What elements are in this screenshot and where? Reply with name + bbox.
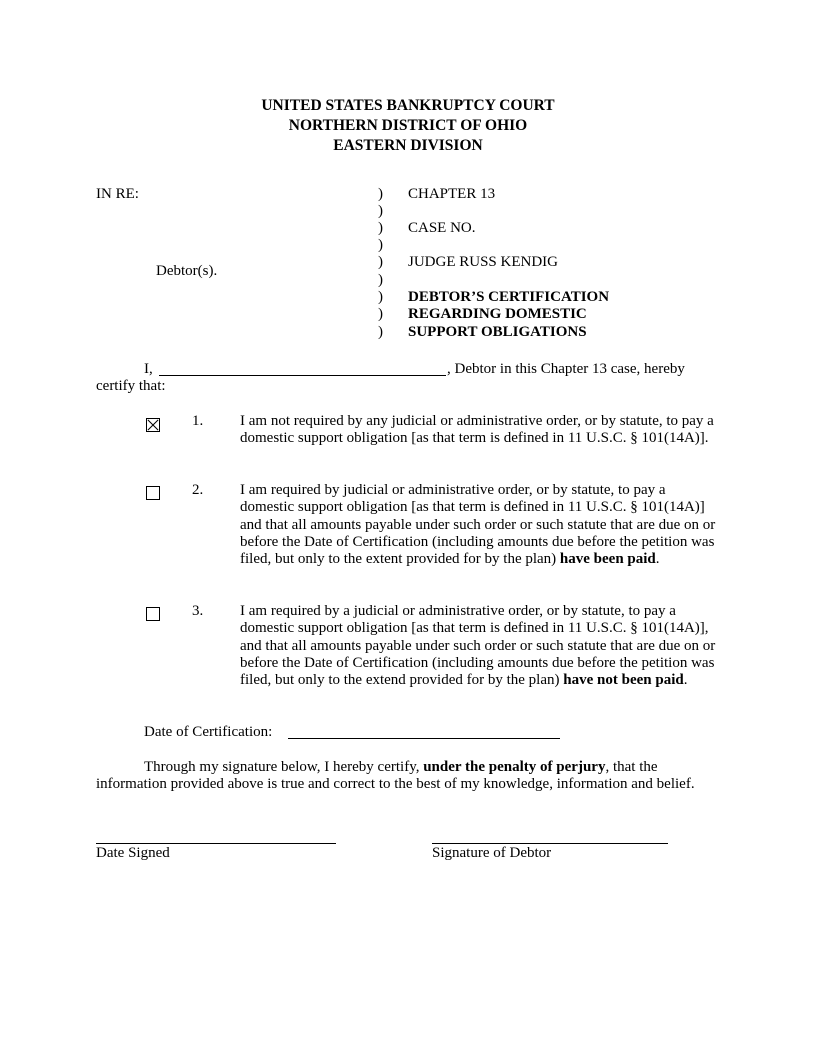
item-2-number: 2. (192, 482, 204, 498)
intro-line2: certify that: (96, 378, 166, 394)
debtor-label: Debtor(s). (156, 263, 218, 279)
item-3-text (240, 603, 718, 689)
doc-title-line3: SUPPORT OBLIGATIONS (408, 324, 587, 340)
statement-prefix: Through my signature below, I hereby certify, (144, 759, 424, 775)
item-3-end: . (683, 672, 688, 689)
item-2-checkbox[interactable] (146, 486, 160, 500)
doc-title-line2: REGARDING DOMESTIC (408, 306, 587, 322)
date-signed-label: Date Signed (96, 845, 170, 861)
item-3-number: 3. (192, 603, 204, 619)
item-2-emphasis: have been paid (559, 551, 656, 568)
doc-title-line1: DEBTOR’S CERTIFICATION (408, 289, 610, 305)
date-certification-label: Date of Certification: (144, 724, 273, 740)
item-1-body: I am not required by any judicial or administrative order, or by statute, to pay a domestic support obligation [as that term is defined in 11 U.S.C. § 101(14A)]. (240, 413, 714, 447)
statement-suffix: , that the information provided above is true and correct to the best of my knowledge, information and belief. (96, 759, 695, 793)
paren-4: ) (378, 237, 383, 253)
date-signed-line[interactable] (96, 843, 336, 844)
court-division: EASTERN DIVISION (333, 137, 483, 154)
intro-suffix: , Debtor in this Chapter 13 case, hereby (447, 361, 685, 377)
chapter-label: CHAPTER 13 (408, 186, 496, 202)
paren-1: ) (378, 186, 383, 202)
item-2-text (240, 482, 718, 568)
date-certification-field[interactable] (288, 738, 560, 739)
debtor-name-field[interactable] (159, 375, 446, 376)
signature-line[interactable] (432, 843, 668, 844)
item-3-body: I am required by a judicial or administrative order, or by statute, to pay a domestic support obligation [as that term is defined in 11 U.S.C. § 101(14A)], and that all amounts payable under such order or such statute that are due on or before the Date of Certification (including amounts due before the petition was filed, but only to the extend provided for by the plan) (240, 603, 716, 689)
paren-7: ) (378, 289, 383, 305)
signature-statement (96, 759, 716, 794)
case-no-label: CASE NO. (408, 220, 476, 236)
court-district: NORTHERN DISTRICT OF OHIO (288, 117, 528, 134)
item-3-emphasis: have not been paid (563, 672, 684, 689)
checkbox-x-icon (147, 419, 159, 431)
paren-2: ) (378, 203, 383, 219)
intro-prefix: I, (144, 361, 153, 377)
item-3-checkbox[interactable] (146, 607, 160, 621)
item-2-end: . (655, 551, 660, 568)
paren-3: ) (378, 220, 383, 236)
paren-5: ) (378, 254, 383, 270)
in-re-label: IN RE: (96, 186, 139, 202)
paren-8: ) (378, 306, 383, 322)
item-1-text (240, 413, 718, 448)
item-1-checkbox[interactable] (146, 418, 160, 432)
statement-perjury: under the penalty of perjury (423, 759, 606, 775)
paren-9: ) (378, 324, 383, 340)
judge-label: JUDGE RUSS KENDIG (408, 254, 559, 270)
item-2-body: I am required by judicial or administrative order, or by statute, to pay a domestic support obligation [as that term is defined in 11 U.S.C. § 101(14A)] and that all amounts payable under such order or such statute that are due on or before the Date of Certification (including amounts due before the petition was filed, but only to the extent provided for by the plan) (240, 482, 716, 568)
paren-6: ) (378, 272, 383, 288)
signature-label: Signature of Debtor (432, 845, 552, 861)
court-name: UNITED STATES BANKRUPTCY COURT (261, 97, 555, 114)
item-1-number: 1. (192, 413, 204, 429)
